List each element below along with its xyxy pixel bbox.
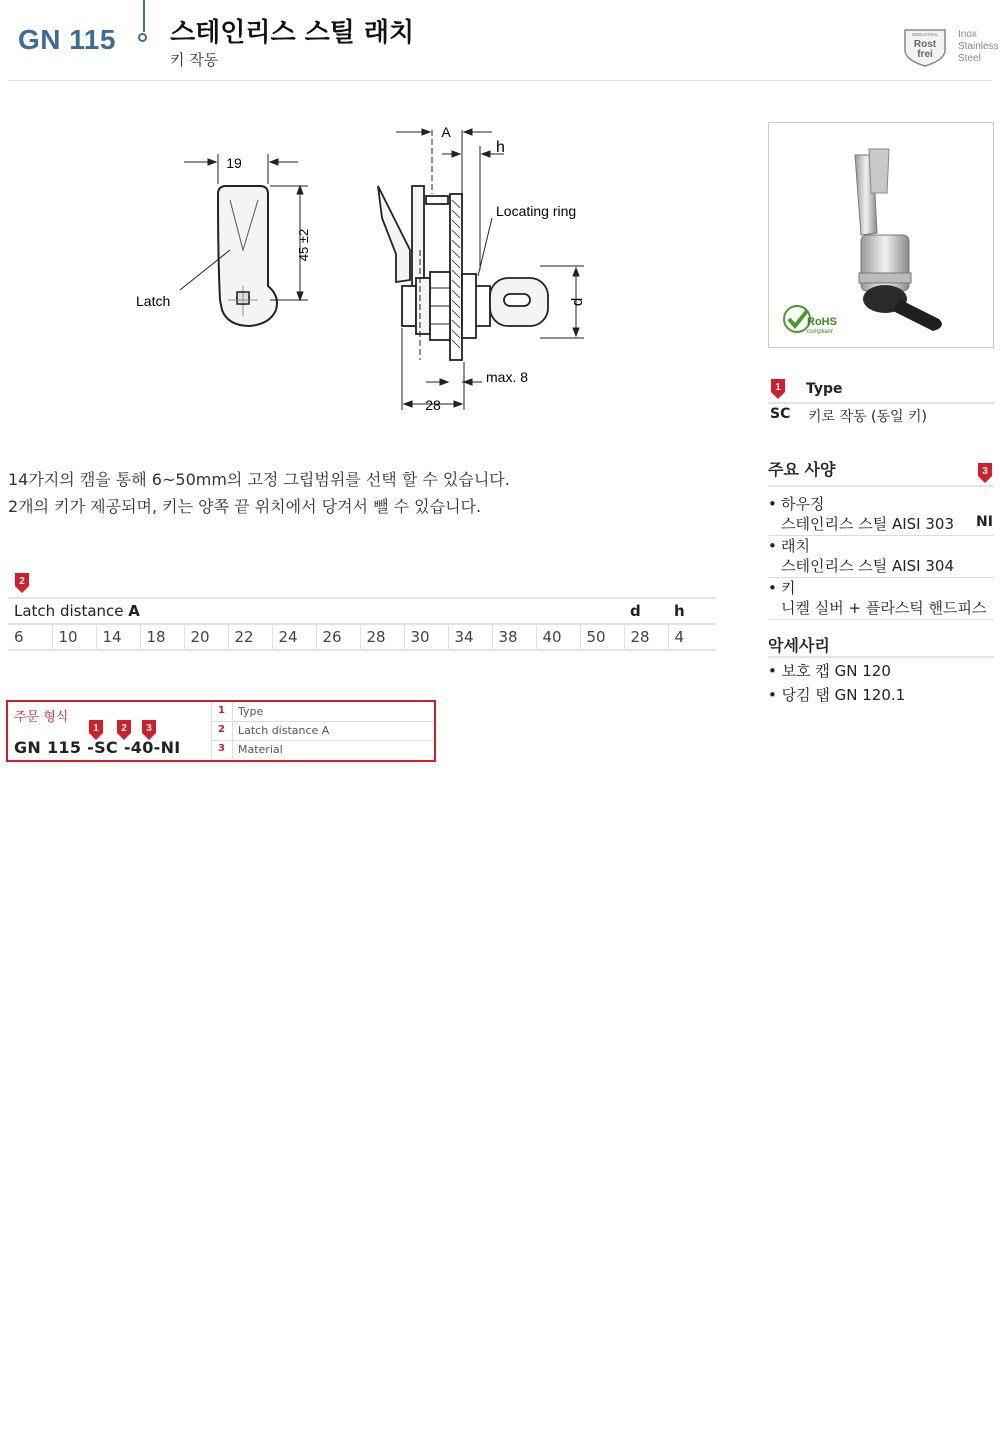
header-divider-dot [138,33,147,42]
spec-item [768,578,994,618]
rohs-icon [784,306,837,335]
table-cell: 18 [140,624,184,650]
spec-divider [768,619,994,620]
marker-number: 1 [775,382,781,393]
type-code: SC [770,406,791,422]
order-row-number: 2 [218,724,225,735]
type-rule [768,402,994,404]
table-cell: 34 [448,624,492,650]
header-rule [8,80,992,81]
description-line: 14가지의 캠을 통해 6~50mm의 고정 그립범위를 선택 할 수 있습니다. [8,470,510,489]
type-heading: Type [806,381,843,397]
marker-1-icon [770,378,786,400]
bullet: • [768,537,777,555]
order-row-number: 3 [218,743,225,754]
specs-heading: 주요 사양 [768,460,836,479]
description-line: 2개의 키가 제공되며, 키는 양쪽 끝 위치에서 당겨서 뺄 수 있습니다. [8,497,482,516]
dim-28-label: 28 [425,397,441,413]
marker-2-icon [14,572,30,594]
badge-logo-mid: Rost [913,39,937,50]
spec-value: 스테인리스 스틸 AISI 304 [781,557,954,575]
col-h-header: h [674,602,685,620]
table-cell: 6 [14,628,24,646]
spec-value: 니켈 실버 + 플라스틱 핸드피스 [781,599,987,617]
marker-number: 1 [93,723,99,734]
latch-front-view [218,186,277,326]
table-cell: 30 [404,624,448,650]
table-cell: 14 [96,624,140,650]
order-row [212,721,434,741]
order-row [212,702,434,722]
accessory-label: 보호 캡 GN 120 [781,662,891,680]
marker-3-icon [977,462,993,484]
marker-number: 3 [982,466,988,477]
table-cell-h: 4 [668,624,716,650]
order-row-text: Material [238,743,283,756]
order-row [212,740,434,759]
dim-h-label: h [496,139,505,156]
col-d-header: d [630,602,641,620]
accessories-rule [768,656,994,658]
spec-label: 하우징 [781,495,825,513]
accessory-item: • 당김 탭 GN 120.1 [768,686,906,704]
spec-label: 키 [781,579,796,597]
product-code: GN 115 [18,24,116,55]
header-label: Latch distance [14,602,124,620]
rohs-text: RoHS [807,316,837,328]
table-cell: 20 [184,624,228,650]
order-row-text: Type [238,705,264,718]
header-bold: A [128,602,140,620]
page-title: 스테인리스 스틸 래치 [170,18,415,48]
accessory-label: 당김 탭 GN 120.1 [781,686,906,704]
table-cell: 26 [316,624,360,650]
spec-label: 래치 [781,537,810,555]
dim-19-label: 19 [226,155,242,171]
badge-caption [958,29,999,65]
latch-photo-illustration [769,123,993,347]
badge-line: Steel [958,53,981,64]
order-row-text: Latch distance A [238,724,330,737]
max8-label: max. 8 [486,369,529,385]
badge-logo-bottom: frei [917,49,933,60]
latch-label: Latch [136,293,171,309]
bullet: • [768,495,777,513]
accessory-item: • 보호 캡 GN 120 [768,662,891,680]
material-code: NI [976,514,993,530]
table-cell: 22 [228,624,272,650]
technical-drawing [120,110,600,420]
marker-number: 2 [19,576,25,587]
order-label: 주문 형식 [14,710,69,725]
dim-45-label: 45 ±2 [296,228,311,262]
latch-distance-table [8,597,716,651]
badge-line: Inox [958,29,977,40]
dim-A-label: A [441,124,451,140]
dim-d-label: d [569,297,586,307]
bullet: • [768,579,777,597]
table-cell: 28 [360,624,404,650]
table-cell: 10 [52,624,96,650]
badge-line: Stainless [958,41,999,52]
table-row [8,624,716,650]
rostfrei-badge-icon [903,28,947,68]
locating-ring-label: Locating ring [496,203,577,219]
product-photo [768,122,994,348]
order-row-number: 1 [218,705,225,716]
spec-item [768,536,994,576]
table-cell: 24 [272,624,316,650]
table-header-row [8,598,716,624]
badge-logo-top: EDELSTAHL [912,32,938,37]
marker-number: 2 [121,723,127,734]
order-row-divider [232,702,233,721]
header-divider [143,0,145,32]
order-row-divider [232,721,233,740]
table-cell: 40 [536,624,580,650]
table-cell-d: 28 [624,624,668,650]
table-cell: 38 [492,624,536,650]
type-description: 키로 작동 (동일 키) [808,409,927,425]
table-cell: 50 [580,624,624,650]
order-row-divider [232,740,233,759]
spec-item [768,494,994,534]
specs-rule [768,485,994,487]
rohs-subtext: compliant [807,329,833,335]
order-code: GN 115 -SC -40-NI [14,738,181,757]
accessories-heading: 악세사리 [768,636,830,655]
marker-number: 3 [146,723,152,734]
order-example-box [6,700,436,762]
page-subtitle: 키 작동 [170,51,219,69]
latch-distance-header [8,598,624,624]
spec-value: 스테인리스 스틸 AISI 303 [781,515,954,533]
